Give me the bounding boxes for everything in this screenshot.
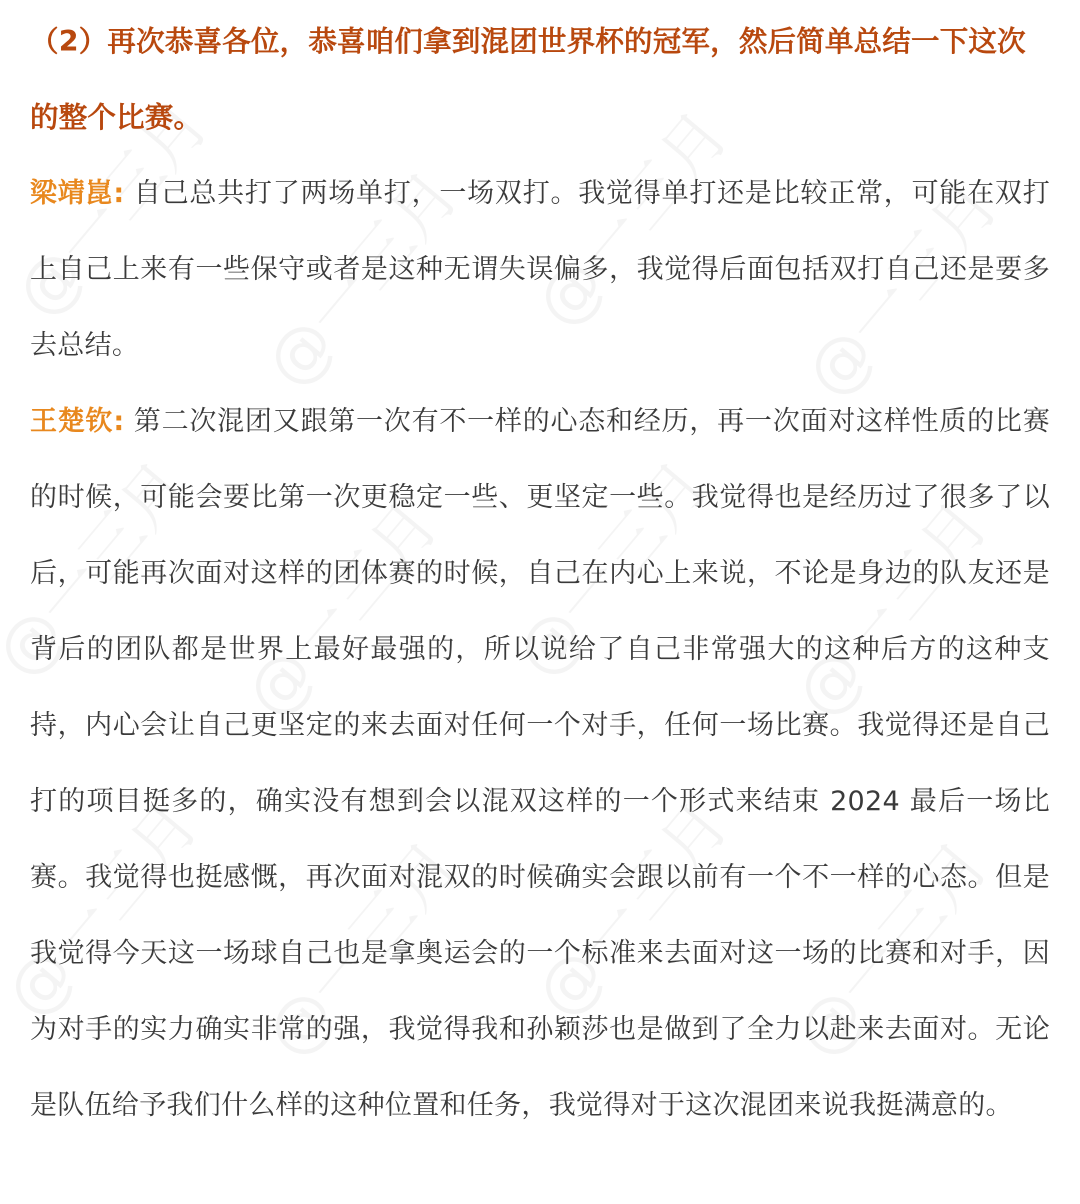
speaker-label: 梁靖崑:: [30, 178, 125, 209]
answer-text: 第二次混团又跟第一次有不一样的心态和经历，再一次面对这样性质的比赛的时候，可能会要比第一次更稳定一些、更坚定一些。我觉得也是经历过了很多了以后，可能再次面对这样的团体赛的时候，自己在内心上来说，不论是身边的队友还是背后的团队都是世界上最好最强的，所以说给了自己非常强大的这种后方的这种支持，内心会让自己更坚定的来去面对任何一个对手，任何一场比赛。我觉得还是自己打的项目挺多的，确实没有想到会以混双这样的一个形式来结束 2024 最后一场比赛。我觉得也挺感慨，再次面对混双的时候确实会跟以前有一个不一样的心态。但是我觉得今天这一场球自己也是拿奥运会的一个标准来去面对这一场的比赛和对手，因为对手的实力确实非常的强，我觉得我和孙颖莎也是做到了全力以赴来去面对。无论是队伍给予我们什么样的这种位置和任务，我觉得对于这次混团来说我挺满意的。: [30, 406, 1051, 1121]
answer-text: 自己总共打了两场单打，一场双打。我觉得单打还是比较正常，可能在双打上自己上来有一些保守或者是这种无谓失误偏多，我觉得后面包括双打自己还是要多去总结。: [30, 178, 1051, 361]
interview-question: （2）再次恭喜各位，恭喜咱们拿到混团世界杯的冠军，然后简单总结一下这次的整个比赛。: [30, 25, 1026, 134]
answer-wang-chuqin: [30, 384, 1050, 1144]
answer-liang-jingkun: [30, 156, 1050, 384]
speaker-label: 王楚钦:: [30, 406, 125, 437]
article-content: [30, 4, 1050, 1144]
